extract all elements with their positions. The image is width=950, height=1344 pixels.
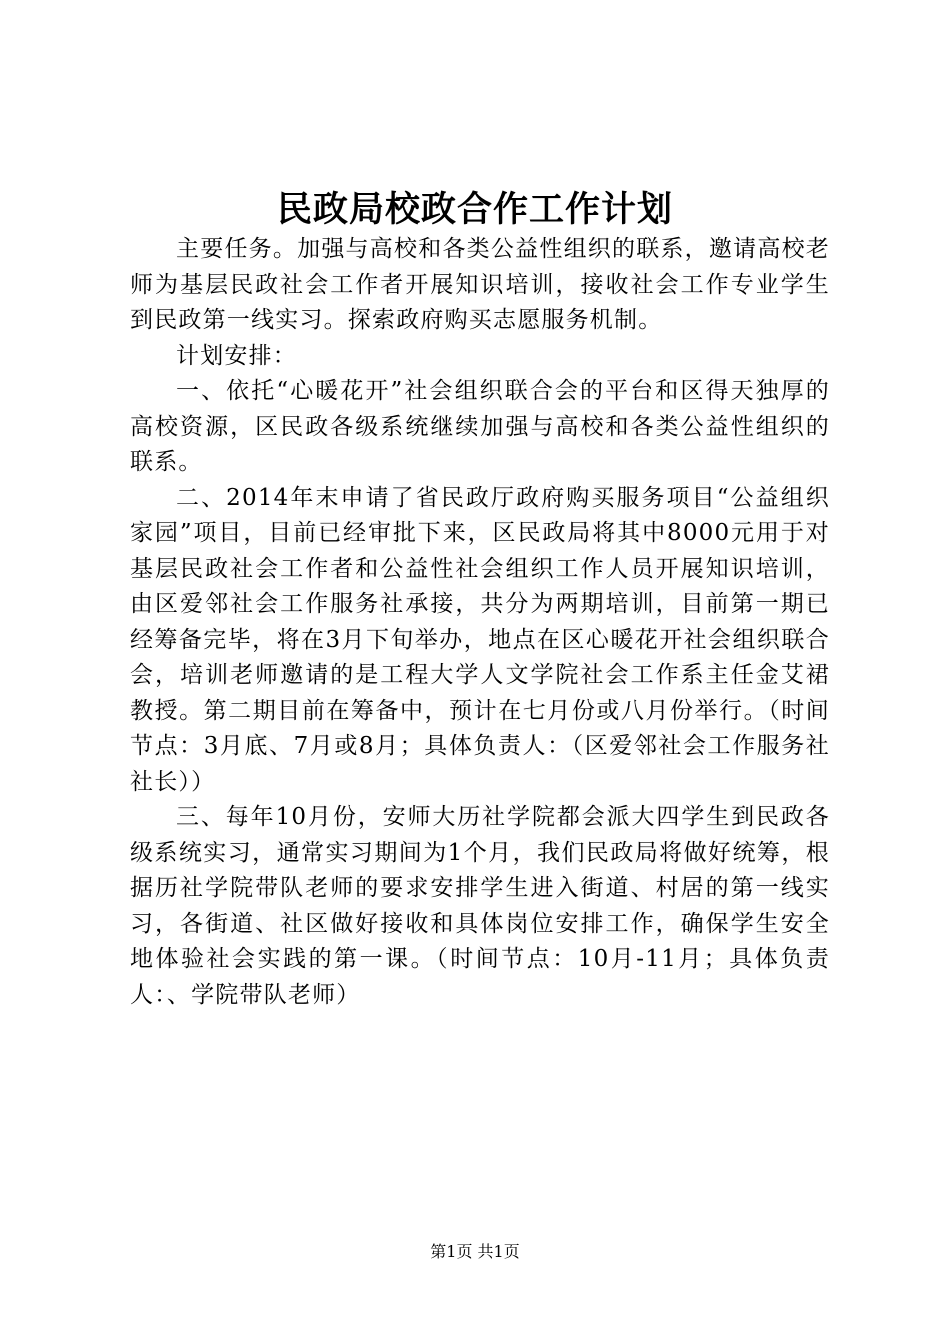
paragraph-item-one: 一、依托“心暖花开”社会组织联合会的平台和区得天独厚的高校资源，区民政各级系统继续加强与高校和各类公益性组织的联系。 — [130, 378, 830, 475]
page-footer: 第1页 共1页 — [430, 1242, 520, 1261]
paragraph-item-three: 三、每年10月份，安师大历社学院都会派大四学生到民政各级系统实习，通常实习期间为1个月，我们民政局将做好统筹，根据历社学院带队老师的要求安排学生进入街道、村居的第一线实习，各街道、社区做好接收和具体岗位安排工作，确保学生安全地体验社会实践的第一课。（时间节点：10月-11月；具体负责人：、学院带队老师） — [130, 804, 830, 1008]
paragraph-plan-heading: 计划安排： — [176, 342, 297, 369]
document-body — [130, 232, 830, 1013]
paragraph-main-task: 主要任务。加强与高校和各类公益性组织的联系，邀请高校老师为基层民政社会工作者开展知识培训，接收社会工作专业学生到民政第一线实习。探索政府购买志愿服务机制。 — [130, 236, 830, 333]
paragraph-item-two: 二、2014年末申请了省民政厅政府购买服务项目“公益组织家园”项目，目前已经审批下来，区民政局将其中8000元用于对基层民政社会工作者和公益性社会组织工作人员开展知识培训，由区爱邻社会工作服务社承接，共分为两期培训，目前第一期已经筹备完毕，将在3月下旬举办，地点在区心暖花开社会组织联合会，培训老师邀请的是工程大学人文学院社会工作系主任金艾裙教授。第二期目前在筹备中，预计在七月份或八月份举行。（时间节点：3月底、7月或8月；具体负责人：（区爱邻社会工作服务社社长）） — [130, 484, 830, 795]
document-title: 民政局校政合作工作计划 — [276, 189, 673, 230]
